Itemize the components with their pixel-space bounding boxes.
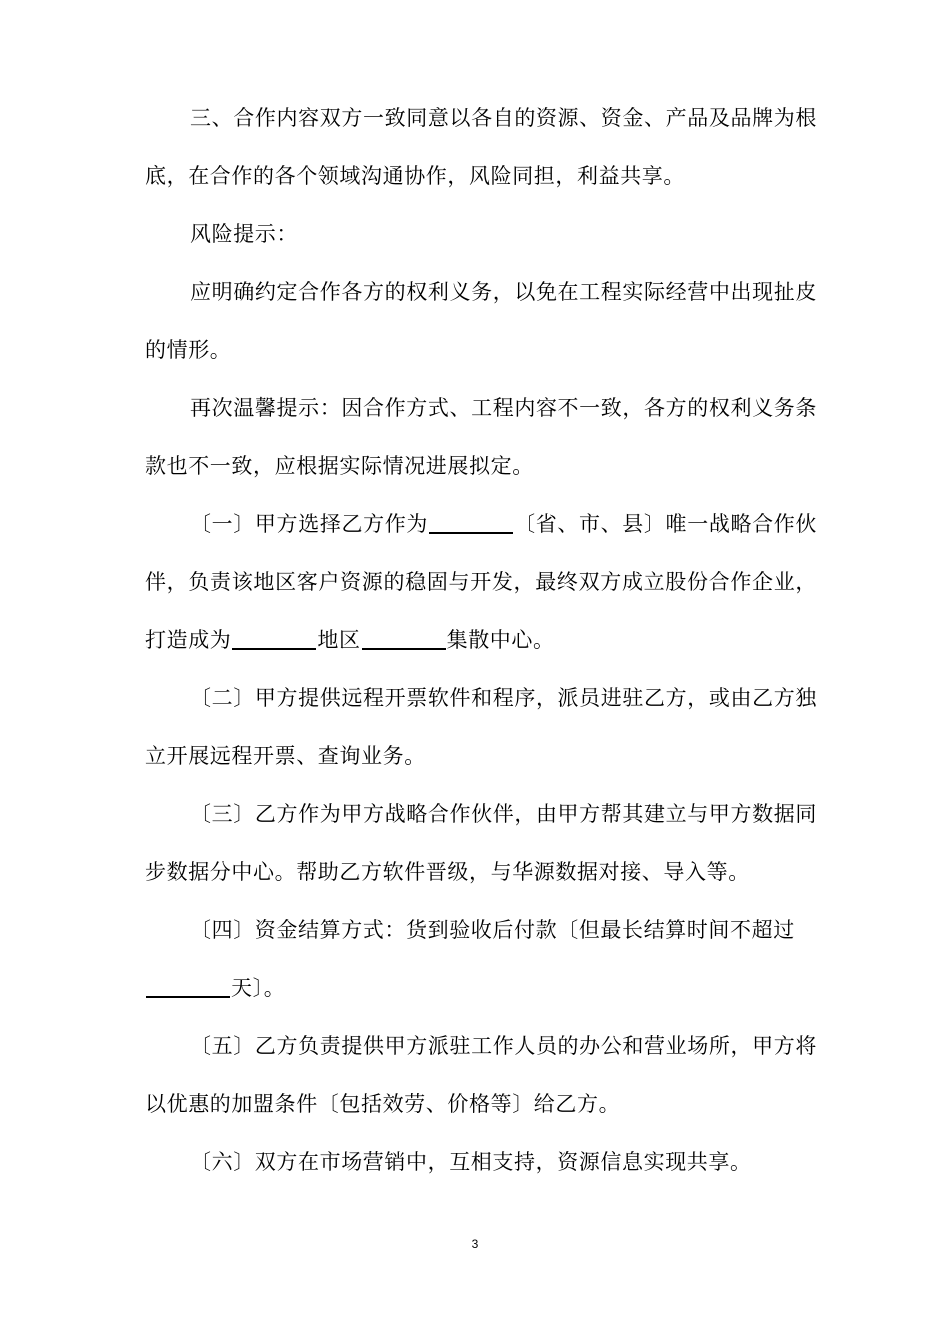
fill-in-blank <box>232 628 316 650</box>
paragraph-p2 <box>145 205 817 263</box>
paragraph-p6 <box>145 669 817 785</box>
fill-in-blank <box>146 976 230 998</box>
paragraph-p1 <box>145 89 817 205</box>
paragraph-text: 地区 <box>317 628 361 652</box>
paragraph-text: 风险提示： <box>190 222 298 246</box>
paragraph-p5 <box>145 495 817 669</box>
paragraph-p10 <box>145 1133 817 1191</box>
paragraph-text: 〔二〕甲方提供远程开票软件和程序，派员进驻乙方，或由乙方独立开展远程开票、查询业务。 <box>145 686 817 768</box>
paragraph-p4 <box>145 379 817 495</box>
paragraph-text: 〔三〕乙方作为甲方战略合作伙伴，由甲方帮其建立与甲方数据同步数据分中心。帮助乙方软件晋级，与华源数据对接、导入等。 <box>145 802 817 884</box>
paragraph-p9 <box>145 1017 817 1133</box>
fill-in-blank <box>362 628 446 650</box>
paragraph-p3 <box>145 263 817 379</box>
paragraph-text: 三、合作内容双方一致同意以各自的资源、资金、产品及品牌为根底，在合作的各个领域沟通协作，风险同担，利益共享。 <box>145 106 817 188</box>
page-number: 3 <box>471 1237 479 1251</box>
paragraph-text: 集散中心。 <box>446 628 555 652</box>
paragraph-text: 〔五〕乙方负责提供甲方派驻工作人员的办公和营业场所，甲方将以优惠的加盟条件〔包括效劳、价格等〕给乙方。 <box>145 1034 817 1116</box>
paragraph-text: 应明确约定合作各方的权利义务，以免在工程实际经营中出现扯皮的情形。 <box>145 280 817 362</box>
paragraph-text: 再次温馨提示：因合作方式、工程内容不一致，各方的权利义务条款也不一致，应根据实际情况进展拟定。 <box>145 396 817 478</box>
paragraph-text: 〔四〕资金结算方式：货到验收后付款〔但最长结算时间不超过 <box>190 918 795 942</box>
document-body <box>145 89 817 1191</box>
fill-in-blank <box>429 512 513 534</box>
paragraph-text: 〔省、市、县〕唯一战略合作伙伴，负责该地区客户资源的稳固与开发，最终双方成立股份合作企业，打造成为 <box>145 512 817 652</box>
paragraph-text: 天〕。 <box>231 976 286 1000</box>
paragraph-p7 <box>145 785 817 901</box>
paragraph-text: 〔六〕双方在市场营销中，互相支持，资源信息实现共享。 <box>190 1150 752 1174</box>
paragraph-p8 <box>145 901 817 1017</box>
paragraph-text: 〔一〕甲方选择乙方作为 <box>190 512 429 536</box>
